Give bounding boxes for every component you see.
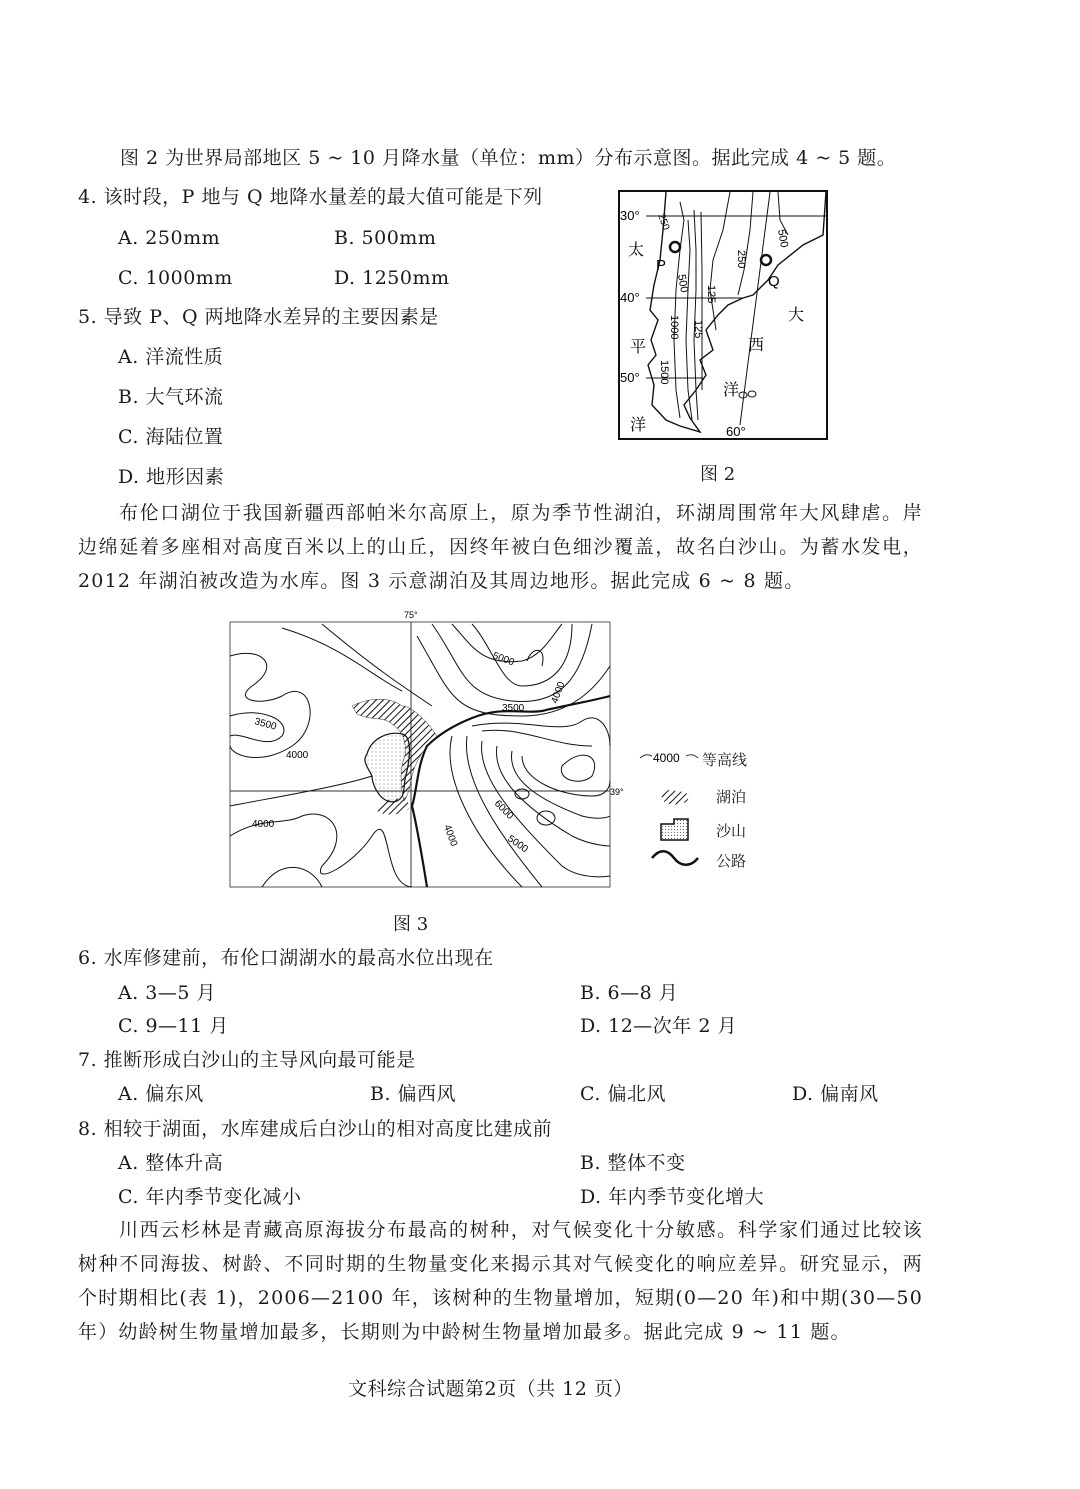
q6-option-b: B. 6—8 月 [580, 982, 679, 1004]
lat-label-50: 50° [620, 370, 640, 385]
ocean-label-yang-left: 洋 [630, 417, 647, 434]
legend-contour-label: 等高线 [702, 751, 748, 769]
q8-option-d: D. 年内季节变化增大 [580, 1186, 765, 1208]
contour-label-3500-left: 3500 [253, 716, 278, 733]
contour-legend-icon [640, 748, 700, 768]
q6-option-c: C. 9—11 月 [118, 1015, 229, 1037]
q4-stem: 4. 该时段，P 地与 Q 地降水量差的最大值可能是下列 [78, 186, 543, 208]
q6-option-d: D. 12—次年 2 月 [580, 1015, 737, 1037]
legend-sand-hill-label: 沙山 [716, 822, 747, 840]
page-footer: 文科综合试题第2页（共 12 页） [348, 1378, 633, 1400]
fig2-precipitation-map [618, 190, 828, 440]
contour-label-4000-middle: 4000 [441, 823, 460, 848]
lon-label-75: 75° [404, 610, 418, 620]
contour-label-4000-top: 4000 [549, 680, 568, 706]
q8-option-b: B. 整体不变 [580, 1152, 686, 1174]
fig2-intro: 图 2 为世界局部地区 5 ~ 10 月降水量（单位：mm）分布示意图。据此完成 4 ~ 5 题。 [120, 147, 897, 169]
ocean-label-yang-right: 洋 [723, 382, 740, 399]
legend-road-label: 公路 [716, 852, 747, 870]
contour-label-3500-right: 3500 [502, 703, 525, 714]
q4-option-a: A. 250mm [118, 227, 221, 249]
road-legend-icon [650, 848, 700, 868]
q7-option-c: C. 偏北风 [580, 1083, 666, 1105]
isohyet-125-left: 125 [705, 285, 717, 304]
q5-option-c: C. 海陆位置 [118, 426, 224, 448]
fig3-legend [640, 748, 800, 878]
legend-lake-label: 湖泊 [716, 788, 747, 806]
contour-label-5000-bottom: 5000 [505, 833, 530, 856]
point-q-label: Q [768, 273, 780, 290]
lake-legend-icon [658, 786, 692, 806]
sand-hill-legend-icon [658, 816, 692, 842]
passage-bulunkou: 布伦口湖位于我国新疆西部帕米尔高原上，原为季节性湖泊，环湖周围常年大风肆虐。岸边绵延着多座相对高度百米以上的山丘，因终年被白色细沙覆盖，故名白沙山。为蓄水发电，2012 年湖泊被改造为水库。图 3 示意湖泊及其周边地形。据此完成 6 ~ 8 题。 [78, 502, 923, 592]
isohyet-500-left: 500 [675, 273, 691, 294]
passage-spruce: 川西云杉林是青藏高原海拔分布最高的树种，对气候变化十分敏感。科学家们通过比较该树种不同海拔、树龄、不同时期的生物量变化来揭示其对气候变化的响应差异。研究显示，两个时期相比(表 1)，2006—2100 年，该树种的生物量增加，短期(0—20 年)和中期(30—50 年）幼龄树生物量增加最多，长期则为中龄树生物量增加最多。据此完成 9 ~ 11 题。 [78, 1219, 923, 1343]
q6-option-a: A. 3—5 月 [118, 982, 217, 1004]
ocean-label-da: 大 [788, 307, 805, 324]
isohyet-500-right: 500 [775, 228, 791, 249]
q7-stem: 7. 推断形成白沙山的主导风向最可能是 [78, 1049, 416, 1071]
lat-label-39: 39° [610, 787, 624, 797]
q7-option-a: A. 偏东风 [118, 1083, 204, 1105]
contour-label-4000-bottom: 4000 [252, 819, 275, 830]
q8-option-c: C. 年内季节变化减小 [118, 1186, 302, 1208]
q7-option-d: D. 偏南风 [792, 1083, 879, 1105]
isohyet-250: 250 [735, 250, 747, 269]
q7-option-b: B. 偏西风 [370, 1083, 457, 1105]
fig3-caption: 图 3 [393, 914, 429, 935]
contour-label-4000-left: 4000 [286, 750, 309, 761]
isohyet-125-right: 125 [692, 320, 704, 339]
q8-stem: 8. 相较于湖面，水库建成后白沙山的相对高度比建成前 [78, 1118, 553, 1140]
q4-option-b: B. 500mm [334, 227, 437, 249]
q4-option-d: D. 1250mm [334, 267, 450, 289]
q5-option-d: D. 地形因素 [118, 466, 225, 488]
lat-label-40: 40° [620, 290, 640, 305]
q4-option-c: C. 1000mm [118, 267, 233, 289]
contour-legend-sample: 4000 [653, 751, 680, 765]
isohyet-1500: 1500 [658, 360, 670, 385]
ocean-label-tai: 太 [628, 242, 645, 259]
fig2-caption: 图 2 [700, 464, 736, 485]
isohyet-1000: 1000 [668, 315, 680, 340]
ocean-label-xi: 西 [748, 337, 765, 354]
q8-option-a: A. 整体升高 [118, 1152, 224, 1174]
q5-option-b: B. 大气环流 [118, 386, 224, 408]
point-p-label: P [656, 257, 667, 274]
ocean-label-ping: 平 [630, 339, 647, 356]
q5-stem: 5. 导致 P、Q 两地降水差异的主要因素是 [78, 306, 439, 328]
contour-label-5000-top: 5000 [490, 650, 516, 669]
q6-stem: 6. 水库修建前，布伦口湖湖水的最高水位出现在 [78, 947, 494, 969]
q5-option-a: A. 洋流性质 [118, 346, 224, 368]
lat-label-30: 30° [620, 208, 640, 223]
fig3-topographic-map [222, 606, 622, 891]
lon-label-60: 60° [726, 424, 746, 439]
isohyet-250-small: 250 [655, 212, 672, 232]
contour-label-6000: 6000 [491, 798, 516, 822]
